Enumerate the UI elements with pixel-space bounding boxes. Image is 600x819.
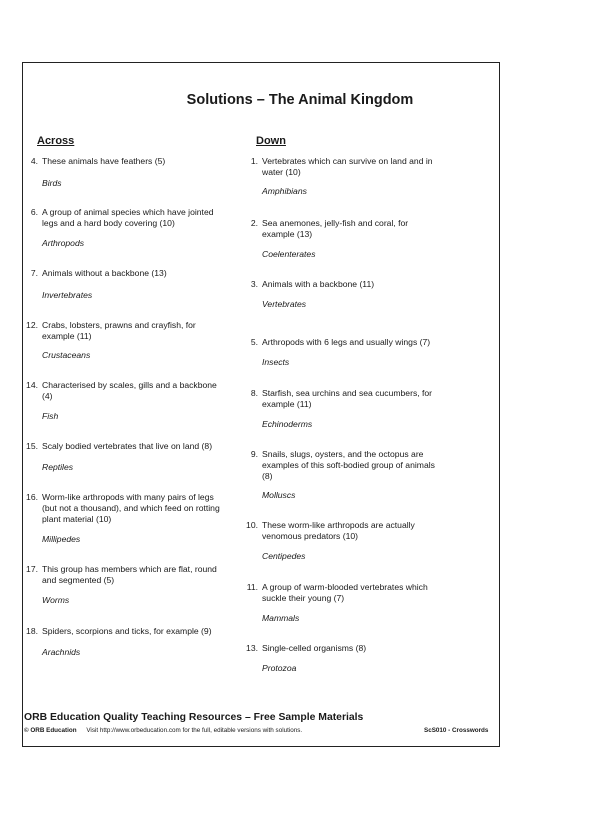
clue-number: 12. [26,320,38,330]
footer-copyright: © ORB Education [24,727,77,734]
clue-answer: Protozoa [262,663,297,673]
clue-text: This group has members which are flat, round [42,564,217,574]
footer-code: ScS010 - Crosswords [424,727,489,734]
clue-number: 6. [30,207,38,217]
clue-text: and segmented (5) [42,575,115,585]
clue-number: 18. [26,626,38,636]
clue-number: 4. [30,156,38,166]
clue-number: 2. [250,218,258,228]
footer-visit-note: Visit http://www.orbeducation.com for the full, editable versions with solutions. [86,727,303,734]
clue-answer: Invertebrates [42,290,93,300]
clue-answer: Crustaceans [42,350,91,360]
clue-answer: Molluscs [262,490,296,500]
clue-text: example (11) [42,331,92,341]
clue-answer: Centipedes [262,551,306,561]
clue-text: water (10) [262,167,301,177]
clue-number: 16. [26,492,38,502]
clue-text: plant material (10) [42,514,112,524]
clue-text: Crabs, lobsters, prawns and crayfish, for [42,320,196,330]
clue-answer: Birds [42,178,62,188]
clue-text: Snails, slugs, oysters, and the octopus are [262,449,424,459]
clue-text: (but not a thousand), and which feed on rotting [42,503,220,513]
clue-answer: Echinoderms [262,419,313,429]
clue-text: Worm-like arthropods with many pairs of legs [42,492,214,502]
footer-title: ORB Education Quality Teaching Resources – Free Sample Materials [24,712,364,723]
clue-answer: Worms [42,595,70,605]
clue-answer: Arachnids [42,647,81,657]
clue-number: 3. [250,279,258,289]
clue-text: examples of this soft-bodied group of animals [262,460,435,470]
clue-number: 11. [246,582,258,592]
across-heading: Across [37,135,75,147]
down-heading: Down [256,135,286,147]
clue-answer: Coelenterates [262,249,316,259]
clue-answer: Fish [42,411,59,421]
clue-answer: Arthropods [42,238,85,248]
page-title: Solutions – The Animal Kingdom [186,92,414,108]
clue-text: These worm-like arthropods are actually [262,520,415,530]
clue-text: venomous predators (10) [262,531,359,541]
clue-text: (4) [42,391,53,401]
clue-number: 9. [250,449,258,459]
clue-text: A group of animal species which have jointed [42,207,214,217]
clue-number: 14. [26,380,38,390]
clue-number: 7. [30,268,38,278]
clue-number: 8. [250,388,258,398]
clue-text: (8) [262,471,273,481]
clue-text: example (13) [262,229,313,239]
clue-answer: Millipedes [42,534,81,544]
clue-text: Spiders, scorpions and ticks, for example (9) [42,626,212,636]
clue-text: A group of warm-blooded vertebrates which [262,582,428,592]
clue-text: Arthropods with 6 legs and usually wings (7) [262,337,431,347]
clue-text: Sea anemones, jelly-fish and coral, for [262,218,409,228]
clue-text: Scaly bodied vertebrates that live on land (8) [42,441,213,451]
clue-number: 10. [246,520,258,530]
clue-number: 15. [26,441,38,451]
clue-number: 13. [246,643,258,653]
clue-text: legs and a hard body covering (10) [42,218,175,228]
footer-row [24,727,476,734]
clue-text: Animals with a backbone (11) [262,279,375,289]
clue-number: 17. [26,564,38,574]
clue-text: These animals have feathers (5) [42,156,166,166]
clue-answer: Vertebrates [262,299,307,309]
clue-number: 5. [250,337,258,347]
clue-answer: Insects [262,357,290,367]
clue-text: Starfish, sea urchins and sea cucumbers, for [262,388,433,398]
clue-text: suckle their young (7) [262,593,345,603]
clue-text: Animals without a backbone (13) [42,268,167,278]
clue-number: 1. [250,156,258,166]
clue-text: Single-celled organisms (8) [262,643,367,653]
clue-text: Vertebrates which can survive on land and in [262,156,433,166]
clue-text: example (11) [262,399,312,409]
clue-answer: Mammals [262,613,300,623]
clue-answer: Reptiles [42,462,74,472]
clue-text: Characterised by scales, gills and a backbone [42,380,217,390]
clue-answer: Amphibians [262,186,307,196]
